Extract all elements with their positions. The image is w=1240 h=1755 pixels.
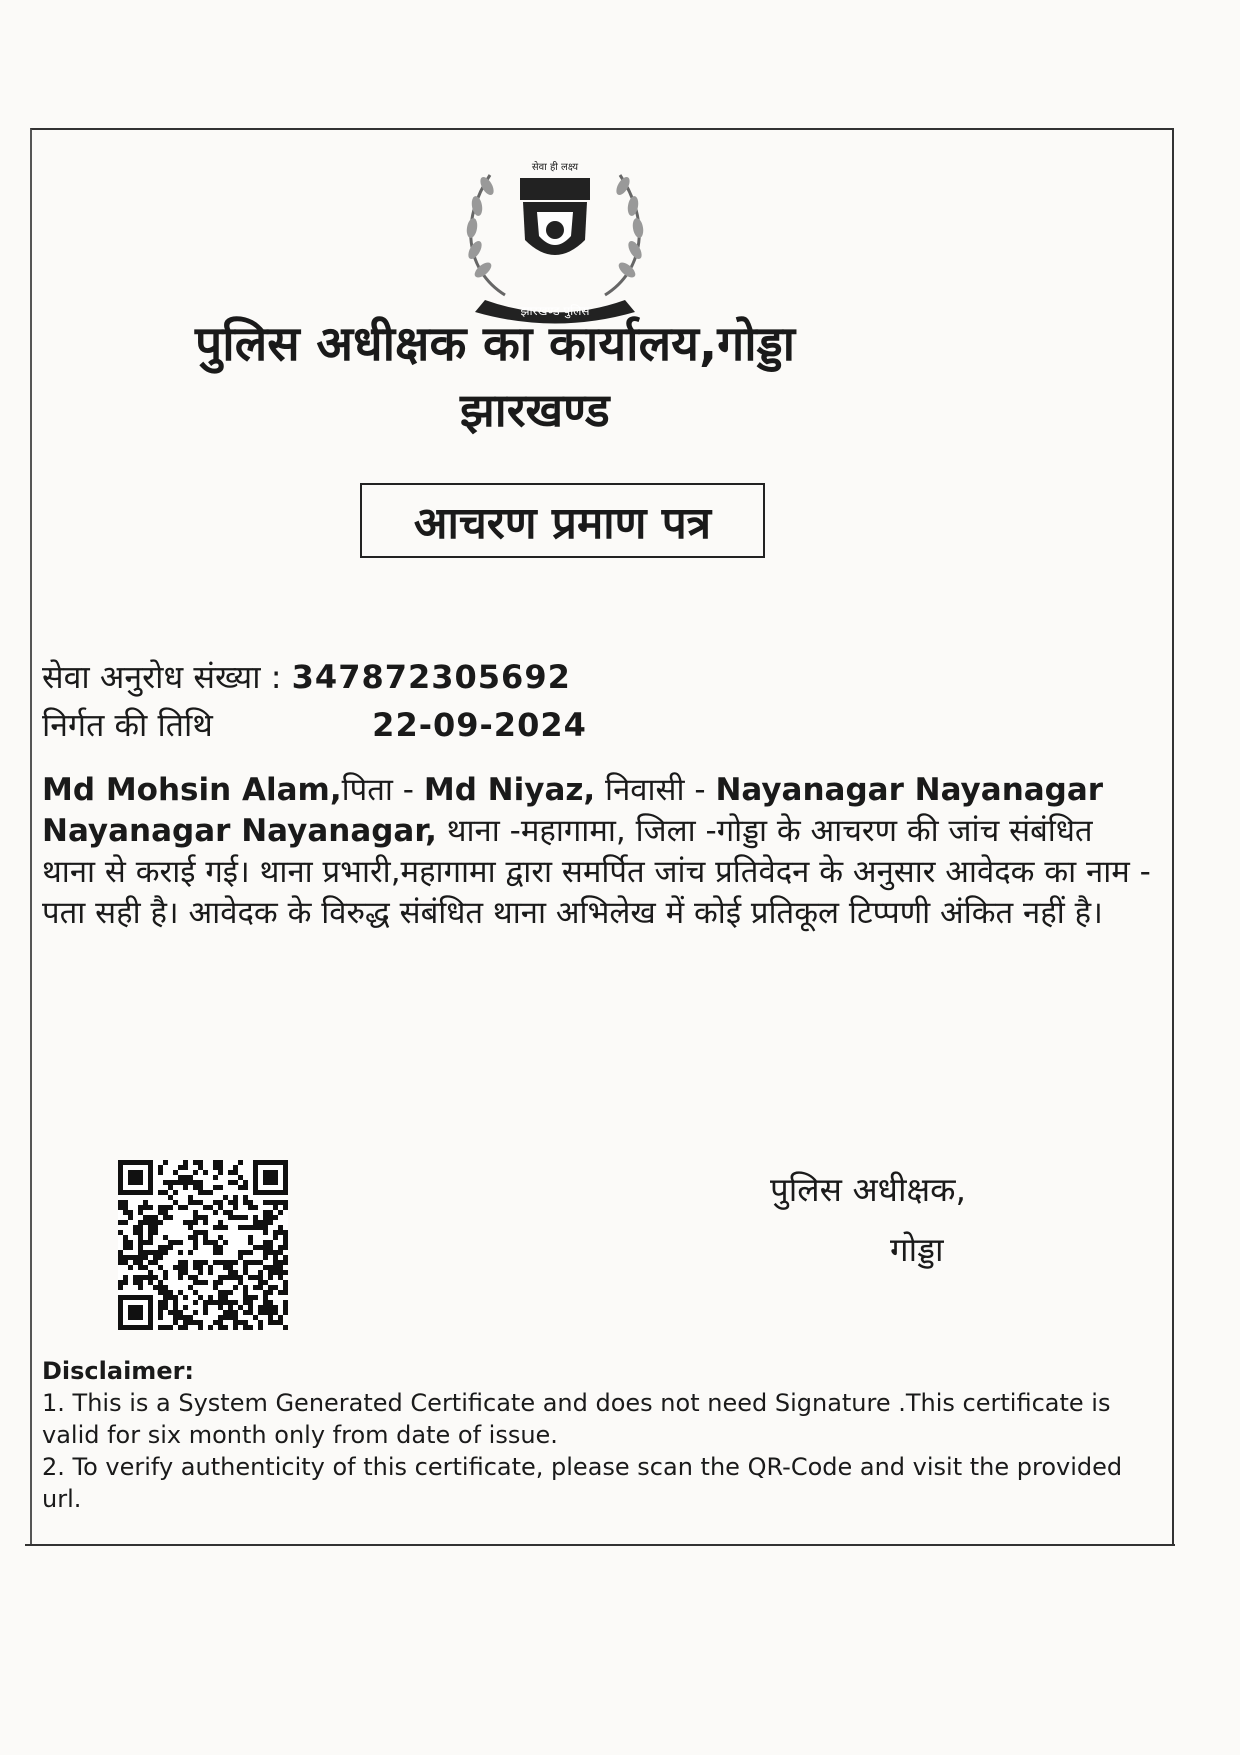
certificate-body <box>42 770 1152 934</box>
signatory-title: पुलिस अधीक्षक, <box>770 1170 967 1209</box>
issue-date-value: 22-09-2024 <box>372 706 587 744</box>
police-emblem-icon <box>445 150 665 325</box>
disclaimer <box>42 1355 1152 1515</box>
body-statement: थाना -महागामा, जिला -गोड्डा के आचरण की जांच संबंधित थाना से कराई गई। थाना प्रभारी,महागामा द्वारा समर्पित जांच प्रतिवेदन के अनुसार आवेदक का नाम - पता सही है। आवेदक के विरुद्ध संबंधित थाना अभिलेख में कोई प्रतिकूल टिप्पणी अंकित नहीं है। <box>42 813 1151 931</box>
state-title: झारखण्ड <box>460 383 610 437</box>
request-number-label: सेवा अनुरोध संख्या : <box>42 658 282 696</box>
certificate-title: आचरण प्रमाण पत्र <box>413 497 712 549</box>
father-name: Md Niyaz, <box>423 772 596 808</box>
qr-code-icon <box>118 1160 288 1330</box>
svg-text:झारखण्ड पुलिस: झारखण्ड पुलिस <box>520 304 590 318</box>
signatory <box>770 1160 966 1280</box>
issue-date-row <box>42 703 587 746</box>
certificate-title-box <box>360 483 765 558</box>
bottom-rule <box>25 1544 1175 1546</box>
disclaimer-heading: Disclaimer: <box>42 1357 195 1385</box>
request-number-row <box>42 655 571 698</box>
father-label: पिता - <box>341 772 424 808</box>
resident-label: निवासी - <box>595 772 716 808</box>
applicant-name: Md Mohsin Alam, <box>42 772 342 808</box>
disclaimer-item-1: 1. This is a System Generated Certificate and does not need Signature .This certificate is valid for six month only from date of issue. <box>42 1389 1111 1449</box>
signatory-location: गोड्डा <box>890 1230 944 1269</box>
office-title: पुलिस अधीक्षक का कार्यालय,गोड्डा <box>195 316 796 372</box>
svg-text:सेवा ही लक्ष्य: सेवा ही लक्ष्य <box>531 162 579 173</box>
issue-date-label: निर्गत की तिथि <box>42 706 213 744</box>
request-number-value: 347872305692 <box>291 658 571 696</box>
applicant-address: Nayanagar Nayanagar Nayanagar Nayanagar, <box>42 772 1104 849</box>
disclaimer-item-2: 2. To verify authenticity of this certificate, please scan the QR-Code and visit the provided url. <box>42 1453 1123 1513</box>
